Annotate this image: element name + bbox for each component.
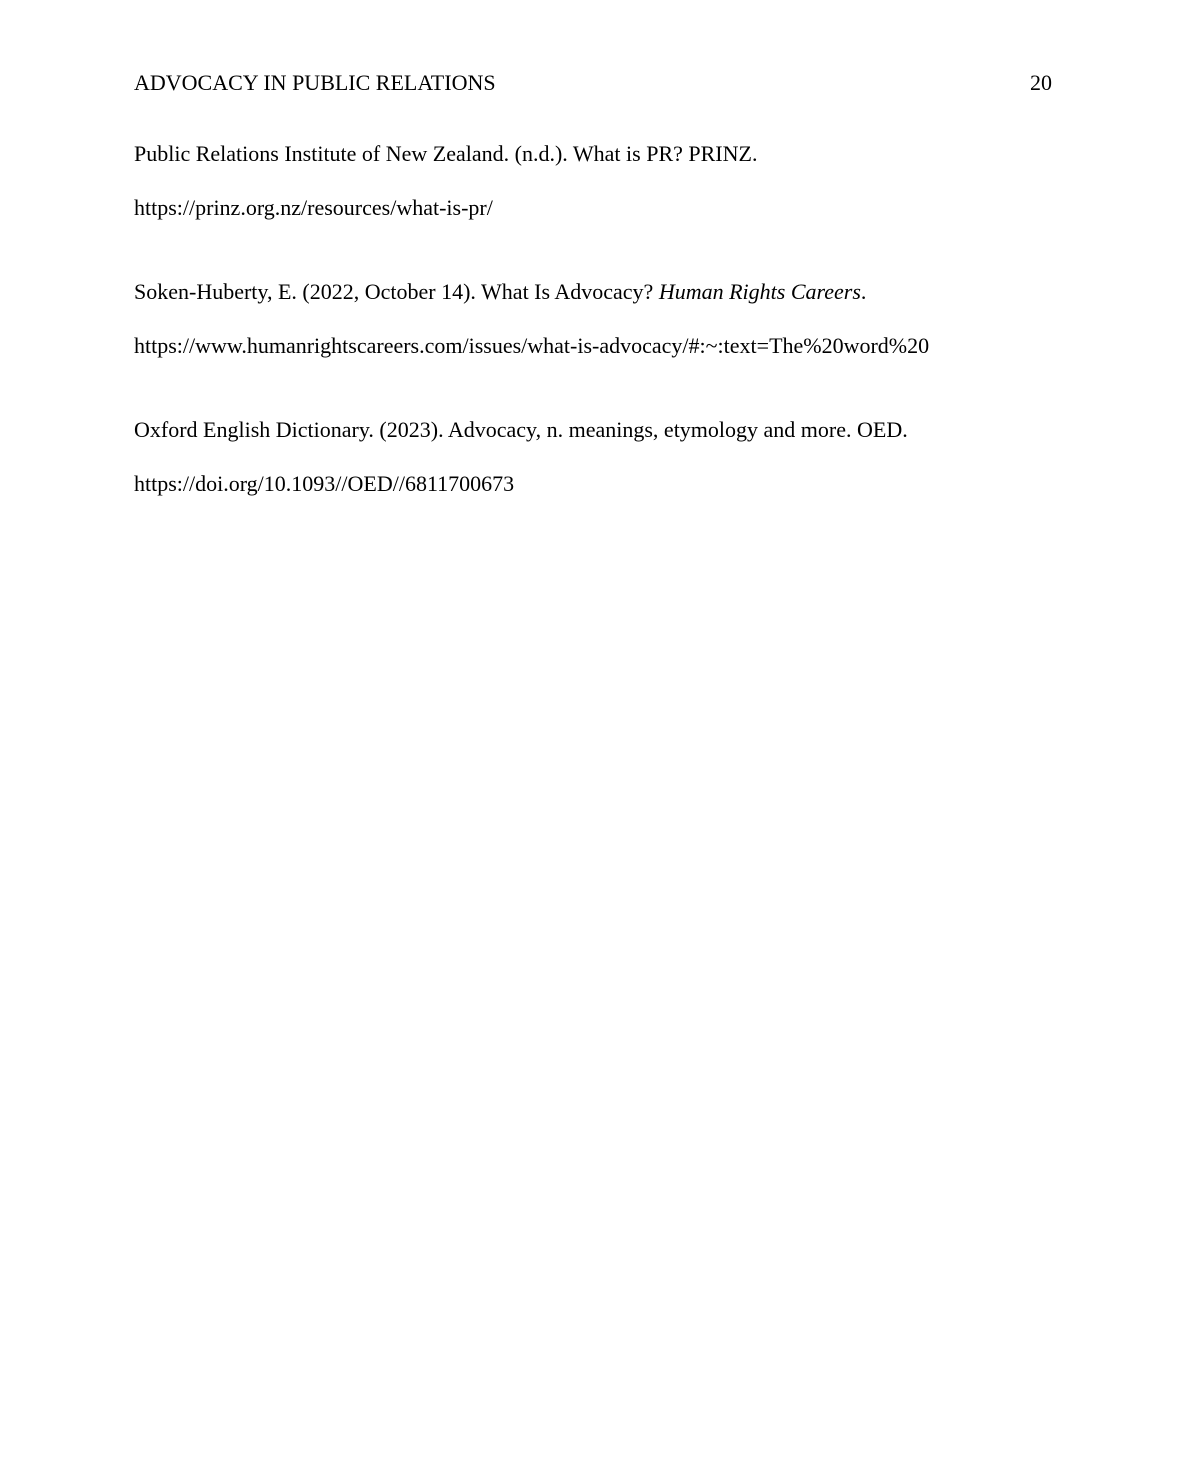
running-head: ADVOCACY IN PUBLIC RELATIONS — [134, 70, 496, 95]
reference-text: Oxford English Dictionary. (2023). Advocacy, n. meanings, etymology and more. OED. — [134, 417, 908, 442]
reference-entry-prinz — [134, 139, 757, 223]
reference-text: Public Relations Institute of New Zealand. (n.d.). What is PR? PRINZ. — [134, 141, 758, 166]
reference-url: https://www.humanrightscareers.com/issues/what-is-advocacy/#:~:text=The%20word%20 — [134, 333, 930, 358]
reference-url: https://doi.org/10.1093//OED//6811700673 — [134, 471, 515, 496]
reference-url: https://prinz.org.nz/resources/what-is-pr/ — [134, 195, 493, 220]
page-number: 20 — [1030, 70, 1052, 95]
reference-source-title: Human Rights Careers — [658, 279, 861, 304]
reference-text-suffix: . — [860, 279, 867, 304]
reference-entry-soken-huberty — [134, 277, 929, 361]
reference-text-prefix: Soken-Huberty, E. (2022, October 14). What Is Advocacy? — [134, 279, 659, 304]
reference-entry-oed — [134, 415, 908, 499]
